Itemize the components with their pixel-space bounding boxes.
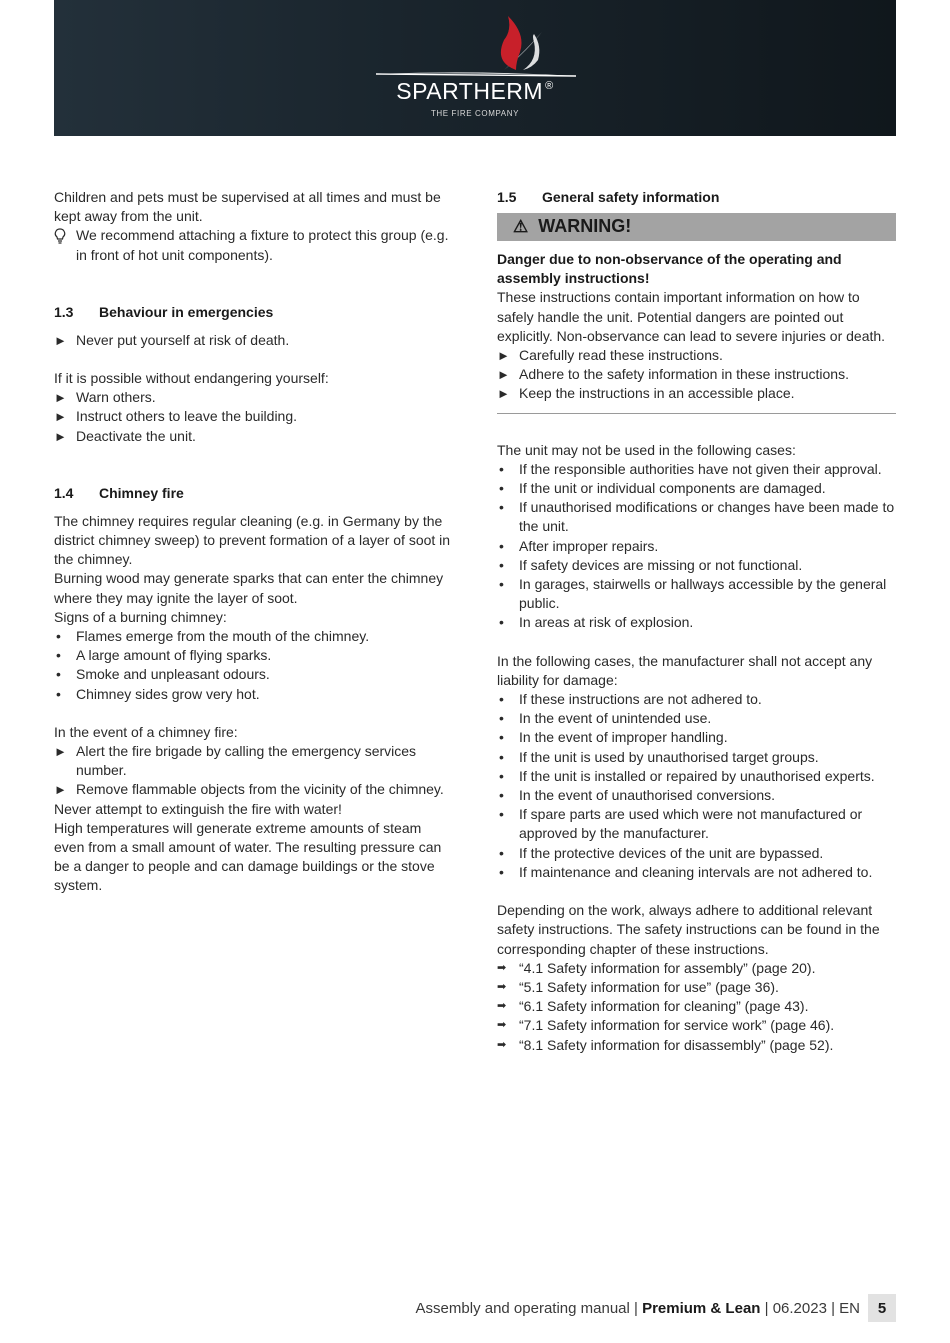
page-header <box>54 0 896 136</box>
paragraph: The chimney requires regular cleaning (e.g. in Germany by the district chimney sweep) to prevent formation of a layer of soot in the chimney. <box>54 512 451 568</box>
cross-reference-link[interactable]: ➡ “5.1 Safety information for use” (page 36). <box>497 978 896 997</box>
bullet-item: • If the protective devices of the unit are bypassed. <box>499 844 824 861</box>
arrow-bullet-icon: ► <box>54 428 67 444</box>
cross-reference-link[interactable]: ➡ “8.1 Safety information for disassembly” (page 52). <box>497 1036 896 1055</box>
arrow-bullet-icon: ► <box>54 332 67 348</box>
paragraph: In the following cases, the manufacturer shall not accept any liability for damage: <box>497 652 873 688</box>
right-arrow-icon: ➡ <box>497 1000 507 1013</box>
right-arrow-icon: ➡ <box>497 1019 507 1032</box>
action-item: ► Alert the fire brigade by calling the emergency services number. <box>54 743 417 779</box>
bullet-item: • If unauthorised modifications or changes have been made to the unit. <box>499 499 895 535</box>
action-item: ► Remove flammable objects from the vicinity of the chimney. <box>54 780 454 799</box>
bullet-item: • If the responsible authorities have not given their approval. <box>499 460 882 477</box>
bullet-item: • In the event of improper handling. <box>499 729 728 746</box>
spartherm-logo <box>54 0 896 136</box>
action-item: ► Carefully read these instructions. <box>497 346 896 365</box>
warning-banner: ⚠ WARNING! <box>497 213 896 241</box>
cross-reference-link[interactable]: ➡ “6.1 Safety information for cleaning” (page 43). <box>497 997 896 1016</box>
bullet-item: • If spare parts are used which were not manufactured or approved by the manufacturer. <box>499 806 863 842</box>
paragraph: Signs of a burning chimney: <box>54 608 227 625</box>
bullet-item: • If these instructions are not adhered to. <box>499 691 762 708</box>
paragraph: In the event of a chimney fire: <box>54 723 238 740</box>
product-name: Premium & Lean <box>642 1299 761 1317</box>
bullet-item: • In the event of unauthorised conversions. <box>499 787 776 804</box>
arrow-bullet-icon: ► <box>497 386 510 402</box>
paragraph: High temperatures will generate extreme amounts of steam even from a small amount of water. The resulting pressure can be a danger to people and can damage buildings or the stove system. <box>54 819 442 894</box>
arrow-bullet-icon: ► <box>54 409 67 425</box>
section-heading-1-5: 1.5 General safety information <box>497 189 720 205</box>
bullet-item: • In areas at risk of explosion. <box>499 614 694 631</box>
page-number: 5 <box>868 1294 896 1322</box>
brand-tagline: THE FIRE COMPANY <box>430 109 520 118</box>
paragraph: The unit may not be used in the following cases: <box>497 441 796 458</box>
warning-text: These instructions contain important information on how to safely handle the unit. Potential dangers are pointed out explicitly. Non-observance can lead to severe injuries or death. <box>497 289 886 344</box>
bullet-item: • If maintenance and cleaning intervals are not adhered to. <box>499 863 873 880</box>
right-arrow-icon: ➡ <box>497 980 507 993</box>
section-heading-1-4: 1.4 Chimney fire <box>54 484 184 501</box>
right-arrow-icon: ➡ <box>497 1038 507 1051</box>
bullet-item: • Smoke and unpleasant odours. <box>56 666 270 683</box>
paragraph: Never attempt to extinguish the fire with water! <box>54 800 342 817</box>
action-item: ► Keep the instructions in an accessible place. <box>497 384 896 403</box>
section-heading-1-3: 1.3 Behaviour in emergencies <box>54 303 274 320</box>
lightbulb-icon <box>54 226 72 251</box>
bullet-item: • A large amount of flying sparks. <box>56 647 272 664</box>
warning-heading: Danger due to non-observance of the operating and assembly instructions! <box>497 251 842 287</box>
action-item: ► Deactivate the unit. <box>54 427 454 446</box>
tip-text: We recommend attaching a fixture to protect this group (e.g. in front of hot unit components). <box>76 227 449 263</box>
bullet-item: • Chimney sides grow very hot. <box>56 685 260 702</box>
arrow-bullet-icon: ► <box>54 390 67 406</box>
intro-paragraph: Children and pets must be supervised at all times and must be kept away from the unit. <box>54 189 441 225</box>
left-column <box>54 188 454 896</box>
arrow-bullet-icon: ► <box>497 367 510 383</box>
right-arrow-icon: ➡ <box>497 961 507 974</box>
bullet-item: • If the unit or individual components are damaged. <box>499 480 826 497</box>
edition-date: 06.2023 <box>772 1299 827 1317</box>
flame-logo-icon <box>376 12 576 82</box>
bullet-item: • Flames emerge from the mouth of the chimney. <box>56 628 370 645</box>
tip-item <box>54 226 454 264</box>
action-item: ► Warn others. <box>54 388 454 407</box>
page-footer: Assembly and operating manual | Premium & Lean | 06.2023 | EN 5 <box>416 1296 896 1320</box>
right-column <box>497 188 896 1055</box>
action-item: ► Never put yourself at risk of death. <box>54 331 454 350</box>
condition-text: If it is possible without endangering yourself: <box>54 370 329 387</box>
bullet-item: • If the unit is used by unauthorised target groups. <box>499 748 819 765</box>
language-code: EN <box>839 1299 860 1317</box>
warning-triangle-icon: ⚠ <box>513 217 529 237</box>
cross-reference-link[interactable]: ➡ “7.1 Safety information for service work” (page 46). <box>497 1016 896 1035</box>
cross-reference-link[interactable]: ➡ “4.1 Safety information for assembly” (page 20). <box>497 959 896 978</box>
manual-title: Assembly and operating manual <box>415 1299 630 1317</box>
arrow-bullet-icon: ► <box>54 782 67 798</box>
arrow-bullet-icon: ► <box>497 348 510 364</box>
paragraph: Depending on the work, always adhere to additional relevant safety instructions. The safety instructions can be found in the corresponding chapter of these instructions. <box>497 902 880 957</box>
bullet-item: • If the unit is installed or repaired by unauthorised experts. <box>499 767 875 784</box>
bullet-item: • In garages, stairwells or hallways accessible by the general public. <box>499 576 887 612</box>
bullet-item: • After improper repairs. <box>499 537 659 554</box>
arrow-bullet-icon: ► <box>54 744 67 760</box>
action-item: ► Instruct others to leave the building. <box>54 407 454 426</box>
bullet-item: • If safety devices are missing or not functional. <box>499 556 803 573</box>
brand-name: SPARTHERM ® <box>396 78 554 104</box>
action-item: ► Adhere to the safety information in these instructions. <box>497 365 896 384</box>
paragraph: Burning wood may generate sparks that can enter the chimney where they may ignite the layer of soot. <box>54 570 444 606</box>
bullet-item: • In the event of unintended use. <box>499 710 712 727</box>
